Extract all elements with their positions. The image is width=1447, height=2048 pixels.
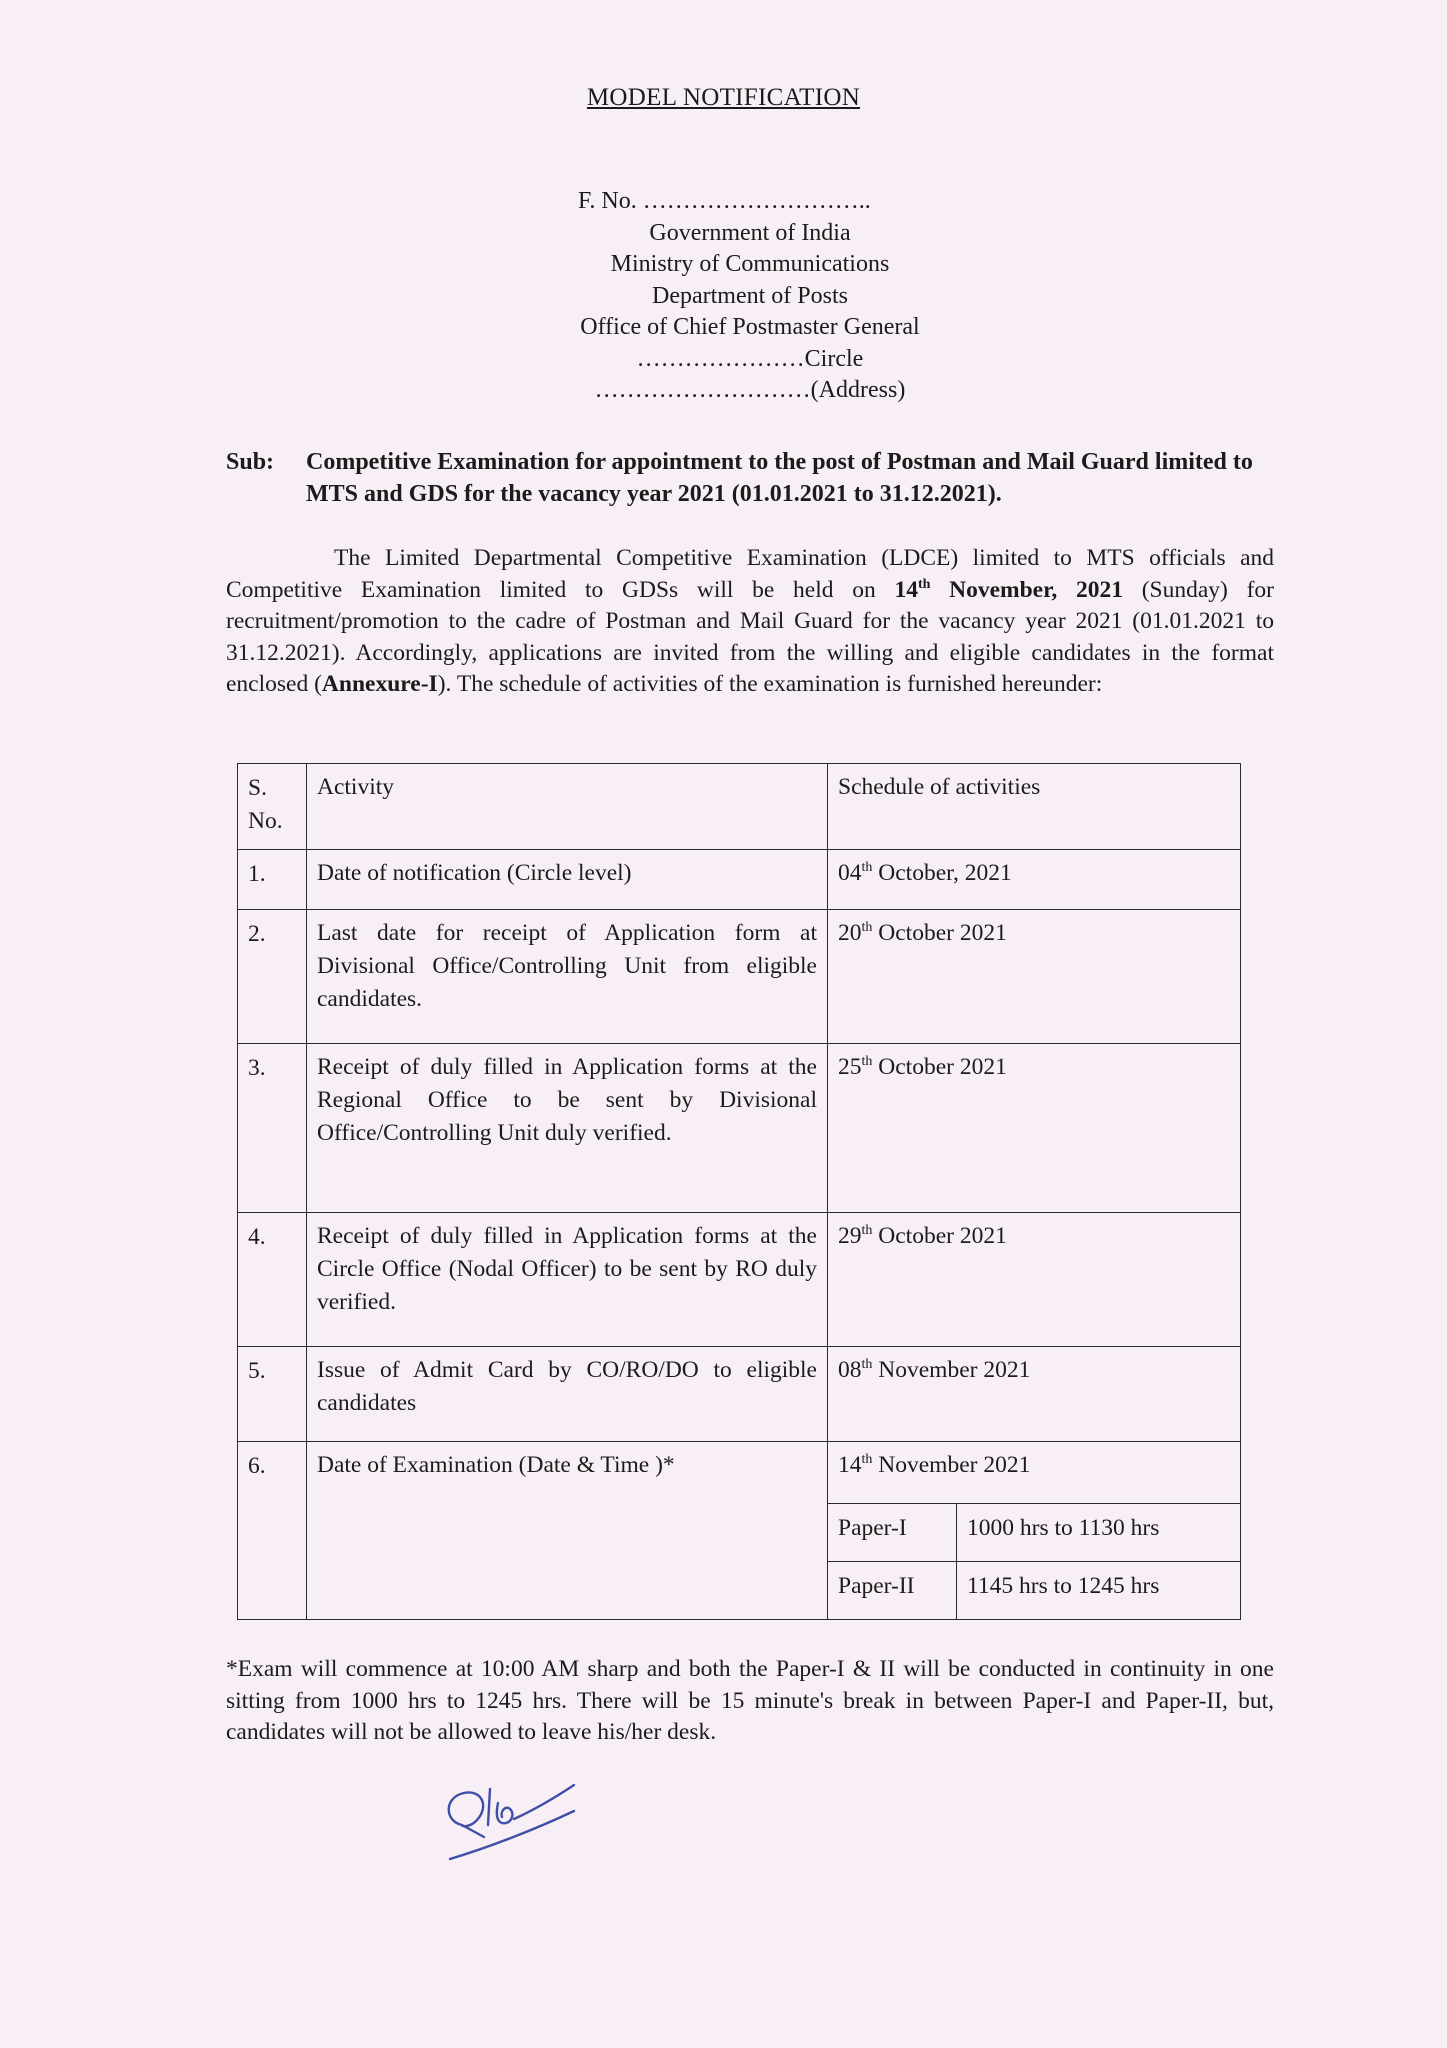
row-date-suffix: th <box>861 1357 873 1373</box>
subject-text: Competitive Examination for appointment to the post of Postman and Mail Guard limited to MTS and GDS for the vacancy year 2021 (01.01.2021 to 31.12.2021). <box>306 449 1253 507</box>
office-header <box>500 186 1000 407</box>
row-sno: 5. <box>238 1347 307 1442</box>
row-date-rest: November 2021 <box>872 1357 1031 1383</box>
exam-date-day: 14 <box>894 576 918 603</box>
header-sno: S. No. <box>238 764 307 850</box>
table-row <box>238 1044 1241 1213</box>
page-title: MODEL NOTIFICATION <box>586 84 861 111</box>
row-date-rest: October, 2021 <box>872 860 1012 886</box>
row-date-day: 29 <box>838 1223 862 1249</box>
subject-block <box>226 447 1276 510</box>
row-sno: 2. <box>238 910 307 1044</box>
table-row <box>238 910 1241 1044</box>
row-sno: 3. <box>238 1044 307 1213</box>
row-date-rest: October 2021 <box>872 1223 1007 1249</box>
header-line-circle: …………………Circle <box>636 345 864 372</box>
row-date-rest: November 2021 <box>872 1452 1031 1478</box>
row-activity: Last date for receipt of Application form at Divisional Office/Controlling Unit from eligible candidates. <box>307 910 828 1044</box>
row-schedule <box>828 1044 1241 1213</box>
row-date-suffix: th <box>861 920 873 936</box>
exam-date-suffix: th <box>917 576 931 592</box>
row-date-suffix: th <box>861 1054 873 1070</box>
row-date-day: 08 <box>838 1357 862 1383</box>
row-date-day: 04 <box>838 860 862 886</box>
header-line-office: Office of Chief Postmaster General <box>580 314 920 340</box>
body-text-part1: The Limited Departmental Competitive Examination (LDCE) limited to MTS officials and Competitive Examination limited to GDSs will be held on <box>226 545 1274 603</box>
row-date-day: 14 <box>838 1452 862 1478</box>
row-schedule <box>828 1442 1241 1504</box>
paper-time: 1000 hrs to 1130 hrs <box>957 1503 1241 1561</box>
subject-label: Sub: <box>226 449 275 475</box>
schedule-table <box>237 763 1241 1620</box>
paper-name: Paper-I <box>828 1503 957 1561</box>
header-activity: Activity <box>307 764 828 850</box>
row-date-day: 20 <box>838 920 862 946</box>
paper-row <box>238 1503 1241 1561</box>
footnote: *Exam will commence at 10:00 AM sharp and both the Paper-I & II will be conducted in continuity in one sitting from 1000 hrs to 1245 hrs. There will be 15 minute's break in between Paper-I and Paper-II, but, candidates will not be allowed to leave his/her desk. <box>226 1656 1274 1745</box>
annexure-ref: Annexure-I <box>321 671 438 697</box>
row-schedule <box>828 1347 1241 1442</box>
header-line-ministry: Ministry of Communications <box>610 251 890 277</box>
header-line-address: ………………………(Address) <box>594 377 906 403</box>
row-activity: Receipt of duly filled in Application forms at the Circle Office (Nodal Officer) to be sent by RO duly verified. <box>307 1213 828 1347</box>
row-date-suffix: th <box>861 860 873 876</box>
row-sno: 6. <box>238 1442 307 1504</box>
row-schedule <box>828 1213 1241 1347</box>
signature <box>440 1775 580 1865</box>
exam-date <box>894 577 1123 603</box>
row-activity: Date of notification (Circle level) <box>307 850 828 910</box>
header-line-government: Government of India <box>649 219 851 246</box>
row-schedule <box>828 910 1241 1044</box>
exam-date-rest: November, 2021 <box>930 576 1123 603</box>
table-header-row <box>238 764 1241 850</box>
paper-time: 1145 hrs to 1245 hrs <box>957 1561 1241 1619</box>
table-row <box>238 1347 1241 1442</box>
table-row <box>238 1442 1241 1504</box>
row-date-day: 25 <box>838 1054 862 1080</box>
paper-row <box>238 1561 1241 1619</box>
row-date-suffix: th <box>861 1452 873 1468</box>
header-schedule: Schedule of activities <box>828 764 1241 850</box>
header-line-department: Department of Posts <box>652 282 848 309</box>
row-date-rest: October 2021 <box>872 920 1007 946</box>
row-sno: 1. <box>238 850 307 910</box>
row-activity: Receipt of duly filled in Application forms at the Regional Office to be sent by Divisional Office/Controlling Unit duly verified. <box>307 1044 828 1213</box>
row-activity: Issue of Admit Card by CO/RO/DO to eligible candidates <box>307 1347 828 1442</box>
body-paragraph <box>226 543 1274 701</box>
row-sno: 4. <box>238 1213 307 1347</box>
body-text-part3: ). The schedule of activities of the examination is furnished hereunder: <box>437 671 1103 697</box>
file-number: F. No. ……………………….. <box>578 188 871 214</box>
row-activity: Date of Examination (Date & Time )* <box>307 1442 828 1504</box>
row-schedule <box>828 850 1241 910</box>
body-text-part2: (Sunday) for recruitment/promotion to the cadre of Postman and Mail Guard for the vacancy year 2021 (01.01.2021 to 31.12.2021). Accordingly, applications are invited from the willing and eligible candidates in the format enclosed ( <box>226 576 1274 697</box>
row-date-suffix: th <box>861 1223 873 1239</box>
table-row <box>238 850 1241 910</box>
row-date-rest: October 2021 <box>872 1054 1007 1080</box>
table-row <box>238 1213 1241 1347</box>
paper-name: Paper-II <box>828 1561 957 1619</box>
